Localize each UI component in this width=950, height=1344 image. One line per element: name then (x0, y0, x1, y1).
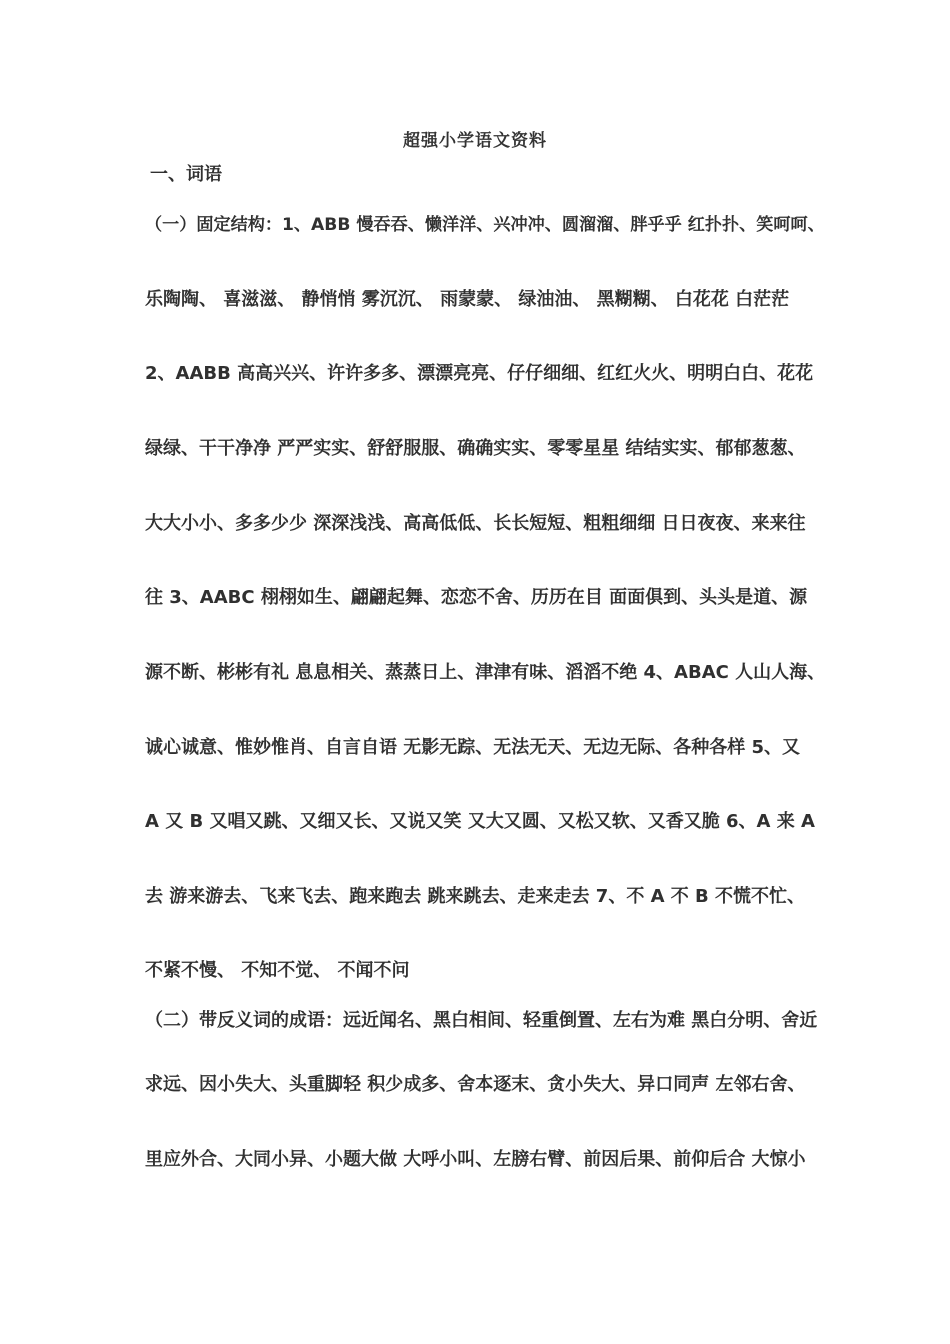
document-title: 超强小学语文资料 (403, 131, 547, 151)
text-line: A 又 B 又唱又跳、又细又长、又说又笑 又大又圆、又松又软、又香又脆 6、A 来 A (145, 811, 815, 832)
text-line: 大大小小、多多少少 深深浅浅、高高低低、长长短短、粗粗细细 日日夜夜、来来往 (145, 513, 806, 534)
subsection-line: （二）带反义词的成语：远近闻名、黑白相间、轻重倒置、左右为难 黑白分明、舍近 (145, 1010, 818, 1031)
text-line: 乐陶陶、 喜滋滋、 静悄悄 雾沉沉、 雨蒙蒙、 绿油油、 黑糊糊、 白花花 白茫茫 (145, 289, 790, 310)
text-line: 不紧不慢、 不知不觉、 不闻不问 (145, 960, 410, 981)
text-line: 求远、因小失大、头重脚轻 积少成多、舍本逐末、贪小失大、异口同声 左邻右舍、 (145, 1074, 806, 1095)
text-line: 往 3、AABC 栩栩如生、翩翩起舞、恋恋不舍、历历在目 面面俱到、头头是道、源 (145, 587, 808, 608)
text-line: 里应外合、大同小异、小题大做 大呼小叫、左膀右臂、前因后果、前仰后合 大惊小 (145, 1149, 806, 1170)
text-line: （一）固定结构：1、ABB 慢吞吞、懒洋洋、兴冲冲、圆溜溜、胖乎乎 红扑扑、笑呵呵、 (145, 215, 825, 235)
section-heading: 一、词语 (150, 164, 222, 185)
text-line: 2、AABB 高高兴兴、许许多多、漂漂亮亮、仔仔细细、红红火火、明明白白、花花 (145, 363, 814, 384)
text-line: 诚心诚意、惟妙惟肖、自言自语 无影无踪、无法无天、无边无际、各种各样 5、又 (145, 737, 801, 758)
text-line: 绿绿、干干净净 严严实实、舒舒服服、确确实实、零零星星 结结实实、郁郁葱葱、 (145, 438, 806, 459)
text-line: 去 游来游去、飞来飞去、跑来跑去 跳来跳去、走来走去 7、不 A 不 B 不慌不忙、 (145, 886, 806, 907)
text-line: 源不断、彬彬有礼 息息相关、蒸蒸日上、津津有味、滔滔不绝 4、ABAC 人山人海、 (145, 662, 826, 683)
